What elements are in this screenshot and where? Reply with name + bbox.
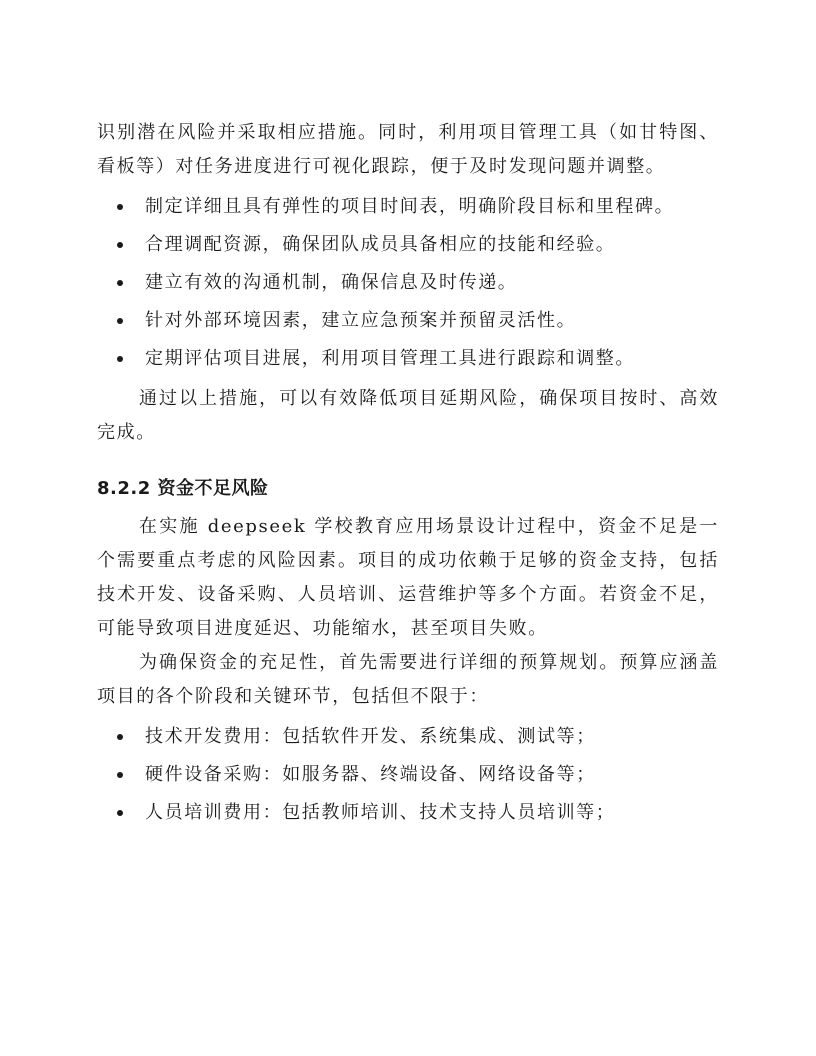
list-item-text: 定期评估项目进展，利用项目管理工具进行跟踪和调整。 — [145, 348, 635, 369]
document-page — [97, 116, 719, 836]
list-item-text: 合理调配资源，确保团队成员具备相应的技能和经验。 — [145, 234, 616, 255]
list-item-text: 硬件设备采购：如服务器、终端设备、网络设备等； — [145, 764, 596, 785]
intro-paragraph: 识别潜在风险并采取相应措施。同时，利用项目管理工具（如甘特图、看板等）对任务进度进行可视化跟踪，便于及时发现问题并调整。 — [97, 122, 719, 177]
bullet-icon — [117, 356, 123, 362]
bullet-icon — [117, 204, 123, 210]
list-item — [97, 718, 719, 756]
list-item-text: 制定详细且具有弹性的项目时间表，明确阶段目标和里程碑。 — [145, 196, 675, 217]
section-paragraph-2: 为确保资金的充足性，首先需要进行详细的预算规划。预算应涵盖项目的各个阶段和关键环节，包括但不限于： — [97, 652, 719, 707]
conclusion-paragraph: 通过以上措施，可以有效降低项目延期风险，确保项目按时、高效完成。 — [97, 388, 719, 443]
bullet-icon — [117, 734, 123, 740]
bullet-icon — [117, 318, 123, 324]
list-item — [97, 794, 719, 832]
section-heading: 8.2.2 资金不足风险 — [97, 478, 269, 499]
list-item-text: 技术开发费用：包括软件开发、系统集成、测试等； — [145, 726, 596, 747]
list-item-text: 建立有效的沟通机制，确保信息及时传递。 — [145, 272, 518, 293]
list-item-text: 人员培训费用：包括教师培训、技术支持人员培训等； — [145, 802, 616, 823]
list-item — [97, 302, 719, 340]
list-item — [97, 188, 719, 226]
bullet-icon — [117, 242, 123, 248]
list-item — [97, 340, 719, 378]
section-paragraph-1: 在实施 deepseek 学校教育应用场景设计过程中，资金不足是一个需要重点考虑的风险因素。项目的成功依赖于足够的资金支持，包括技术开发、设备采购、人员培训、运营维护等多个方面。若资金不足，可能导致项目进度延迟、功能缩水，甚至项目失败。 — [97, 516, 719, 639]
bullet-icon — [117, 280, 123, 286]
list-item — [97, 756, 719, 794]
bullet-icon — [117, 810, 123, 816]
budget-items-list — [97, 718, 719, 832]
bullet-icon — [117, 772, 123, 778]
list-item — [97, 264, 719, 302]
list-item — [97, 226, 719, 264]
delay-measures-list — [97, 188, 719, 378]
list-item-text: 针对外部环境因素，建立应急预案并预留灵活性。 — [145, 310, 577, 331]
